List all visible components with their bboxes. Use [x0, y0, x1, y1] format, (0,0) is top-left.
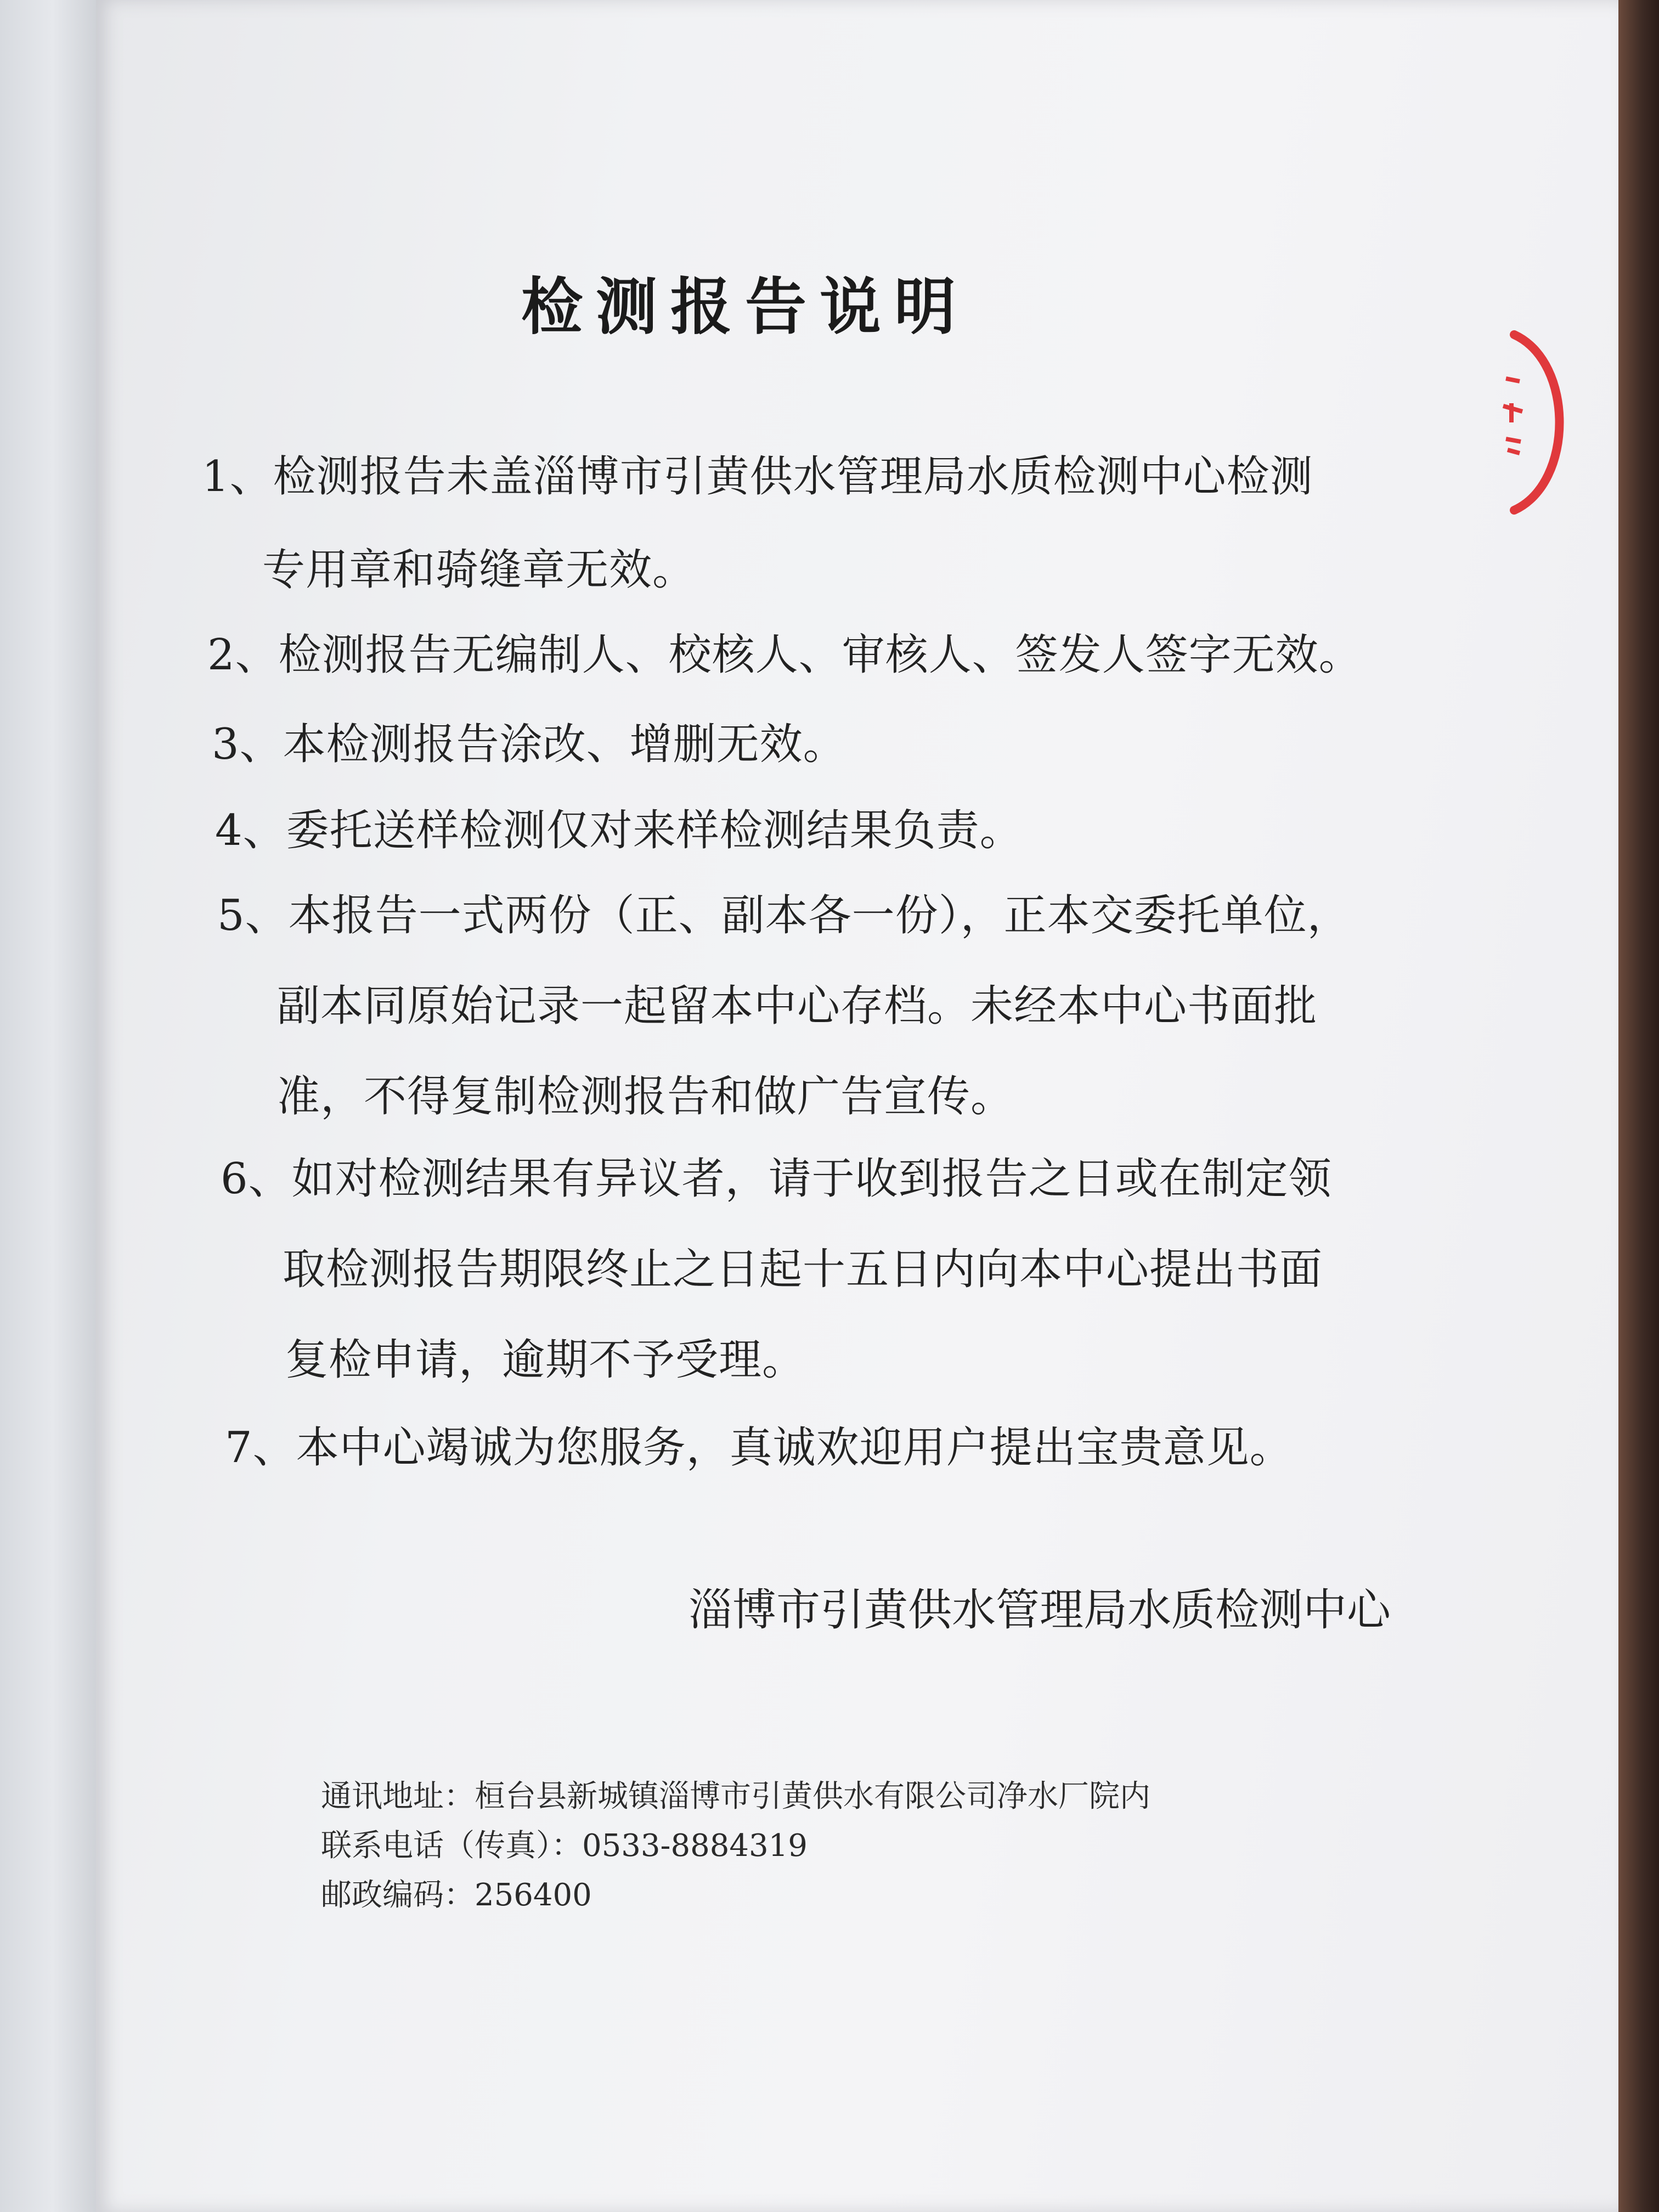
partial-seal-stamp — [1481, 329, 1613, 516]
document-title: 检测报告说明 — [521, 272, 969, 343]
item-4-line-1 — [215, 806, 1023, 855]
item-4-number: 4、 — [215, 806, 286, 855]
seal-mark-3 — [1506, 439, 1521, 453]
item-5-line-2: 副本同原始记录一起留本中心存档。未经本中心书面批 — [277, 981, 1318, 1031]
item-3-line-1 — [212, 720, 847, 769]
contact-postcode: 邮政编码：256400 — [321, 1877, 592, 1913]
item-7-text-1: 本中心竭诚为您服务，真诚欢迎用户提出宝贵意见。 — [296, 1423, 1293, 1472]
item-6-number: 6、 — [221, 1154, 292, 1204]
item-6-line-1 — [221, 1154, 1332, 1204]
item-1-line-1 — [202, 452, 1313, 501]
desk-background — [1618, 0, 1659, 2212]
item-1-line-2: 专用章和骑缝章无效。 — [262, 545, 696, 595]
item-5-text-1: 本报告一式两份（正、副本各一份），正本交委托单位， — [288, 891, 1351, 940]
item-2-line-1 — [207, 630, 1362, 680]
contact-address: 通讯地址：桓台县新城镇淄博市引黄供水有限公司净水厂院内 — [321, 1779, 1150, 1814]
item-3-text-1: 本检测报告涂改、增删无效。 — [283, 720, 847, 769]
item-2-number: 2、 — [207, 630, 279, 680]
item-5-line-1 — [217, 891, 1351, 940]
item-3-number: 3、 — [212, 720, 283, 769]
item-5-number: 5、 — [217, 891, 289, 940]
adjacent-page — [0, 0, 98, 2212]
issuer-signature: 淄博市引黄供水管理局水质检测中心 — [689, 1584, 1391, 1635]
item-7-number: 7、 — [225, 1423, 296, 1472]
item-1-number: 1、 — [202, 452, 273, 501]
seal-mark-2 — [1503, 403, 1522, 422]
seal-arc — [1514, 335, 1560, 510]
item-6-text-1: 如对检测结果有异议者，请于收到报告之日或在制定领 — [291, 1154, 1332, 1204]
contact-phone: 联系电话（传真）：0533-8884319 — [321, 1828, 808, 1864]
item-2-text-1: 检测报告无编制人、校核人、审核人、签发人签字无效。 — [278, 630, 1362, 680]
item-6-line-3: 复检申请，逾期不予受理。 — [285, 1335, 806, 1385]
item-6-line-2: 取检测报告期限终止之日起十五日内向本中心提出书面 — [283, 1245, 1323, 1294]
item-4-text-1: 委托送样检测仅对来样检测结果负责。 — [286, 806, 1023, 855]
seal-mark-1 — [1506, 379, 1520, 381]
item-7-line-1 — [225, 1423, 1293, 1472]
item-1-text-1: 检测报告未盖淄博市引黄供水管理局水质检测中心检测 — [273, 452, 1313, 501]
item-5-line-3: 准，不得复制检测报告和做广告宣传。 — [277, 1072, 1014, 1121]
